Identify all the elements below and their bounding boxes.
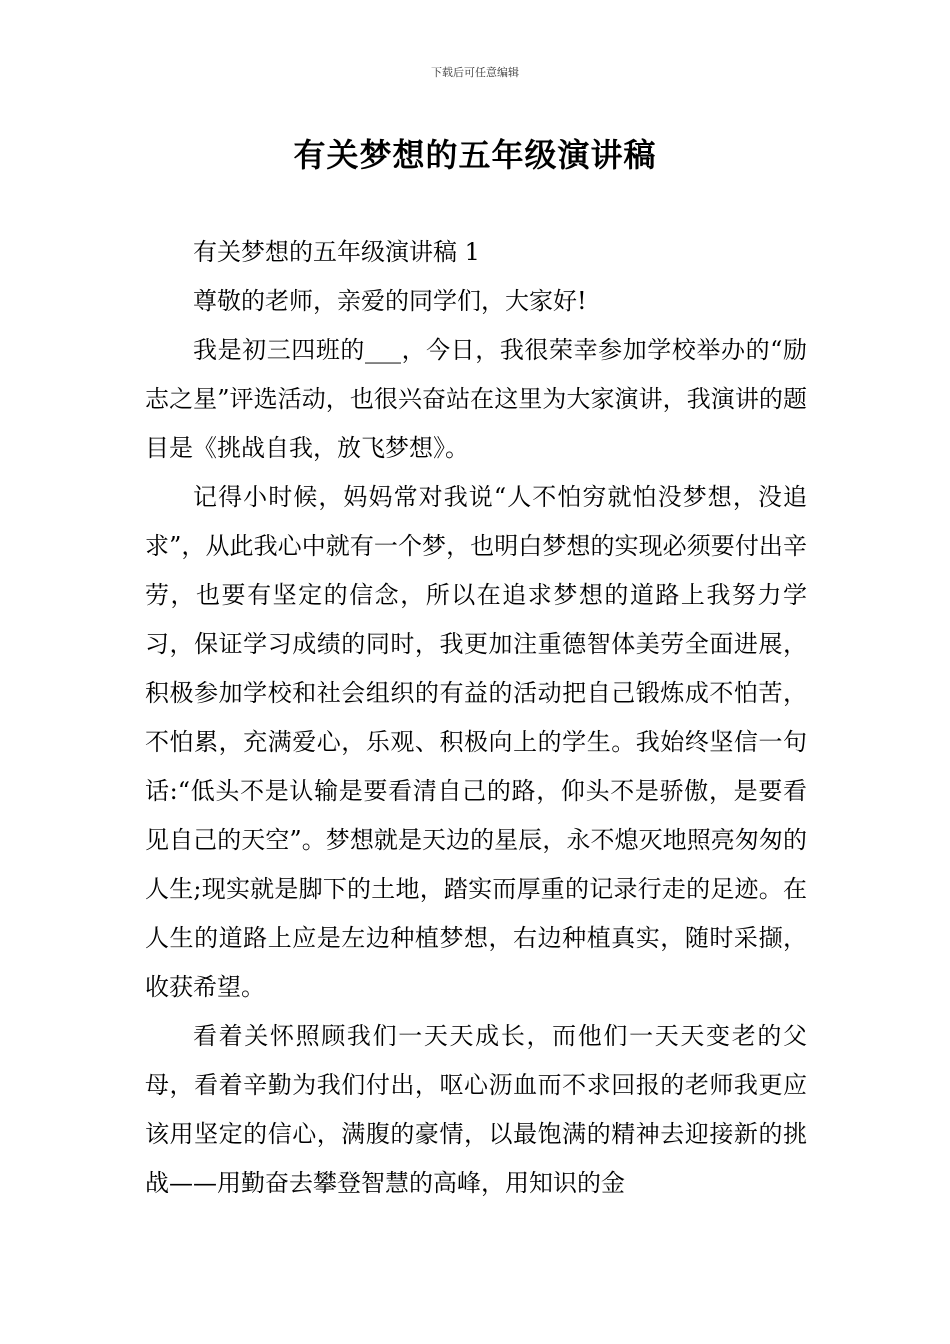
paragraph-greeting: 尊敬的老师，亲爱的同学们，大家好! xyxy=(193,287,587,315)
document-body xyxy=(145,228,807,1208)
header-note: 下载后可任意编辑 xyxy=(431,66,519,79)
paragraph-childhood-dream: 记得小时候，妈妈常对我说“人不怕穷就怕没梦想，没追求”，从此我心中就有一个梦，也明白梦想的实现必须要付出辛劳，也要有坚定的信念，所以在追求梦想的道路上我努力学习，保证学习成绩的同时，我更加注重德智体美劳全面进展，积极参加学校和社会组织的有益的活动把自己锻炼成不怕苦，不怕累，充满爱心，乐观、积极向上的学生。我始终坚信一句话:“低头不是认输是要看清自己的路，仰头不是骄傲，是要看见自己的天空”。梦想就是天边的星辰，永不熄灭地照亮匆匆的人生;现实就是脚下的土地，踏实而厚重的记录行走的足迹。在人生的道路上应是左边种植梦想，右边种植真实，随时采撷，收获希望。 xyxy=(145,483,807,1001)
paragraph-introduction: 我是初三四班的___，今日，我很荣幸参加学校举办的“励志之星”评选活动，也很兴奋站在这里为大家演讲，我演讲的题目是《挑战自我，放飞梦想》。 xyxy=(145,336,807,462)
document-title: 有关梦想的五年级演讲稿 xyxy=(293,136,657,174)
paragraph-parents-teachers: 看着关怀照顾我们一天天成长，而他们一天天变老的父母，看着辛勤为我们付出，呕心沥血而不求回报的老师我更应该用坚定的信心，满腹的豪情，以最饱满的精神去迎接新的挑战——用勤奋去攀登智慧的高峰，用知识的金 xyxy=(145,1022,807,1197)
paragraph-subtitle: 有关梦想的五年级演讲稿 1 xyxy=(193,238,480,266)
